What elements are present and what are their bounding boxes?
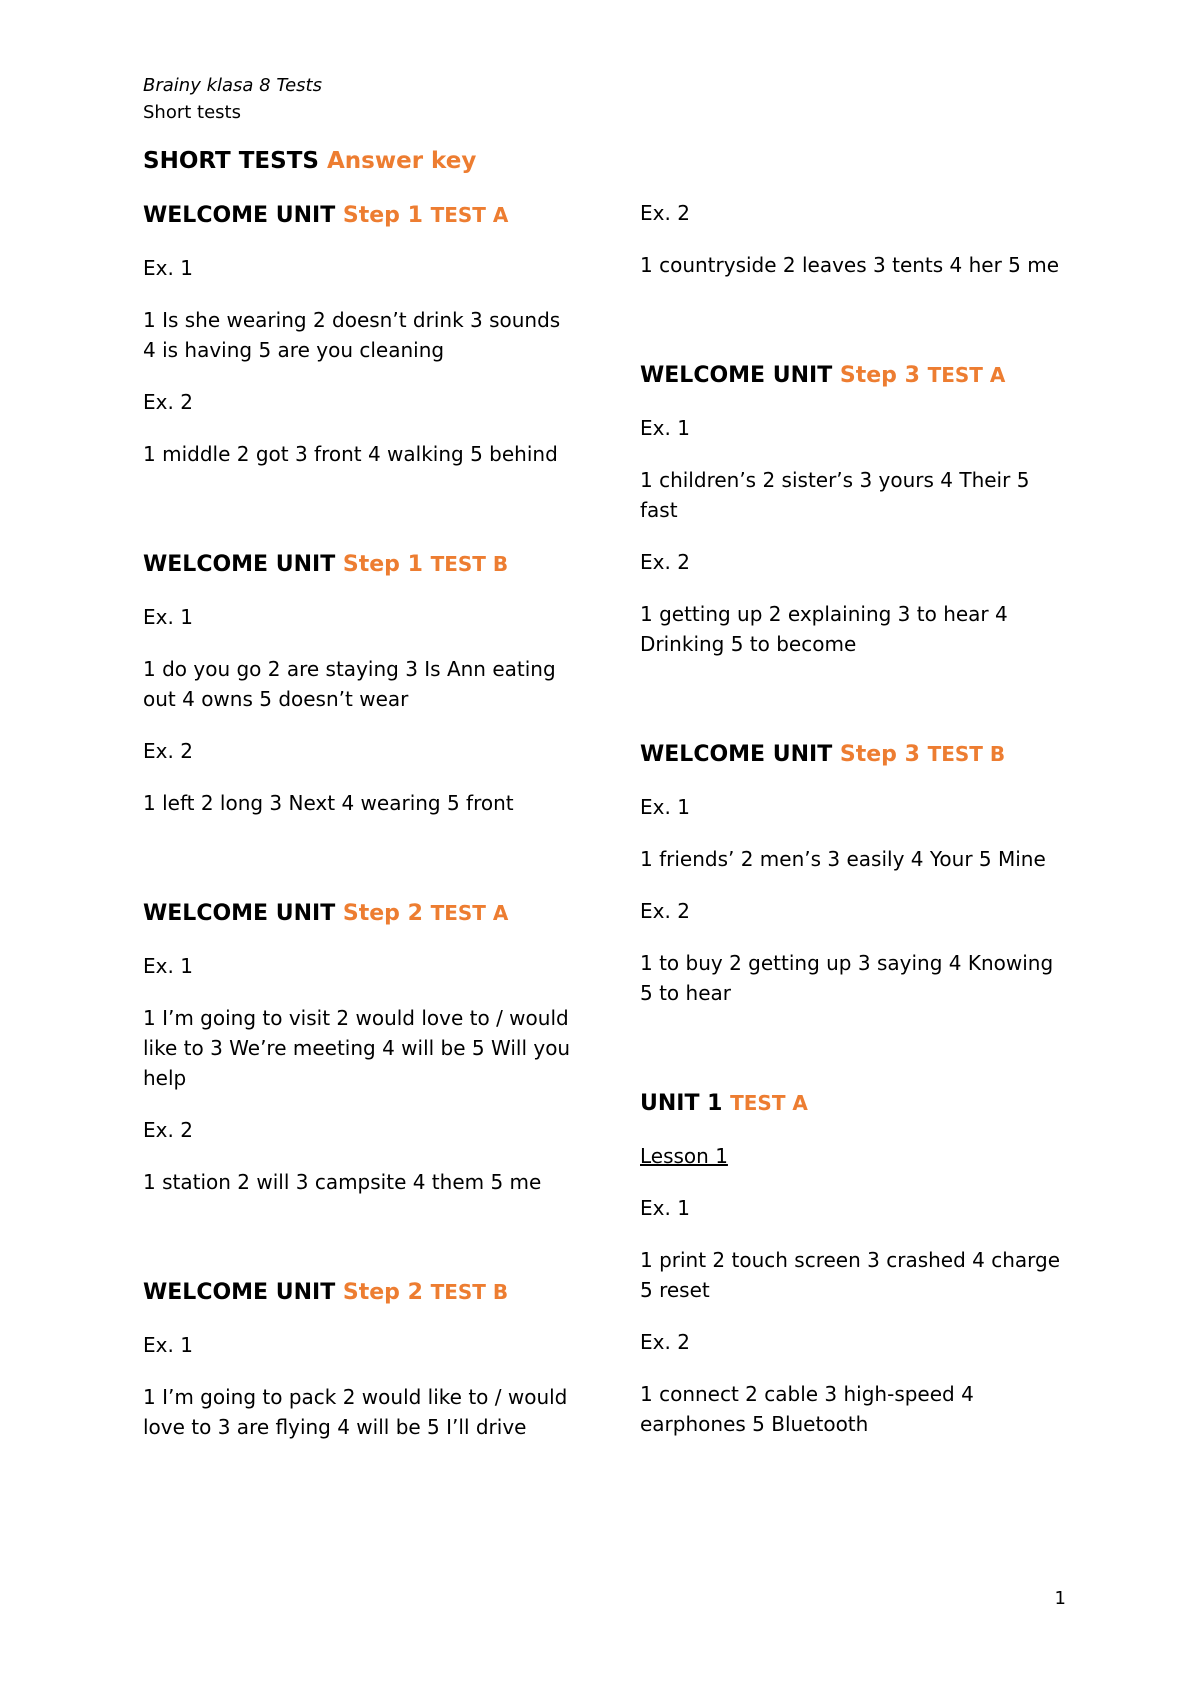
exercise-label: Ex. 1 — [143, 605, 193, 629]
exercise-label: Ex. 2 — [143, 1118, 193, 1142]
exercise-label: Ex. 1 — [640, 1196, 690, 1220]
exercise-label: Ex. 2 — [143, 390, 193, 414]
section-welcome-step1-test-b — [143, 549, 573, 818]
page-header — [143, 72, 322, 126]
section-welcome-step1-test-a — [143, 200, 573, 469]
exercise-label: Ex. 1 — [143, 256, 193, 280]
answer-text: 1 print 2 touch screen 3 crashed 4 charge 5 reset — [640, 1248, 1061, 1302]
answer-text: 1 friends’ 2 men’s 3 easily 4 Your 5 Mine — [640, 847, 1046, 871]
answer-text: 1 connect 2 cable 3 high-speed 4 earphones 5 Bluetooth — [640, 1382, 974, 1436]
section-welcome-step2-test-a — [143, 898, 573, 1197]
lesson-label: Lesson 1 — [640, 1144, 728, 1168]
answer-text: 1 children’s 2 sister’s 3 yours 4 Their 5 fast — [640, 468, 1030, 522]
answer-text: 1 getting up 2 explaining 3 to hear 4 Drinking 5 to become — [640, 602, 1008, 656]
section-heading: WELCOME UNIT Step 3 TEST A — [640, 363, 1006, 388]
section-heading: WELCOME UNIT Step 2 TEST B — [143, 1280, 509, 1305]
exercise-label: Ex. 1 — [640, 795, 690, 819]
answer-text: 1 I’m going to pack 2 would like to / would love to 3 are flying 4 will be 5 I’ll drive — [143, 1385, 568, 1439]
page-number: 1 — [1054, 1588, 1066, 1609]
exercise-label: Ex. 1 — [143, 954, 193, 978]
page-title: SHORT TESTS Answer key — [143, 148, 477, 174]
section-welcome-step2-test-b — [143, 1277, 573, 1442]
right-column — [640, 198, 1070, 1461]
answer-text: 1 left 2 long 3 Next 4 wearing 5 front — [143, 791, 514, 815]
section-heading: WELCOME UNIT Step 1 TEST A — [143, 203, 509, 228]
exercise-label: Ex. 1 — [640, 416, 690, 440]
exercise-label: Ex. 2 — [640, 550, 690, 574]
answer-text: 1 to buy 2 getting up 3 saying 4 Knowing 5 to hear — [640, 951, 1054, 1005]
answer-text: 1 I’m going to visit 2 would love to / would like to 3 We’re meeting 4 will be 5 Will you help — [143, 1006, 571, 1090]
section-welcome-step3-test-a — [640, 360, 1070, 659]
header-subtitle: Short tests — [143, 102, 241, 123]
section-heading: WELCOME UNIT Step 2 TEST A — [143, 901, 509, 926]
answer-text: 1 middle 2 got 3 front 4 walking 5 behind — [143, 442, 558, 466]
section-heading: WELCOME UNIT Step 1 TEST B — [143, 552, 509, 577]
answer-text: 1 do you go 2 are staying 3 Is Ann eating out 4 owns 5 doesn’t wear — [143, 657, 556, 711]
answer-text: 1 Is she wearing 2 doesn’t drink 3 sounds 4 is having 5 are you cleaning — [143, 308, 561, 362]
section-welcome-step2-test-b-continued — [640, 198, 1070, 280]
header-book-title: Brainy klasa 8 Tests — [143, 75, 322, 96]
answer-text: 1 station 2 will 3 campsite 4 them 5 me — [143, 1170, 542, 1194]
exercise-label: Ex. 2 — [640, 899, 690, 923]
section-welcome-step3-test-b — [640, 739, 1070, 1008]
section-heading: UNIT 1 TEST A — [640, 1091, 808, 1116]
answer-text: 1 countryside 2 leaves 3 tents 4 her 5 me — [640, 253, 1060, 277]
exercise-label: Ex. 2 — [640, 1330, 690, 1354]
section-unit1-test-a — [640, 1088, 1070, 1439]
section-heading: WELCOME UNIT Step 3 TEST B — [640, 742, 1006, 767]
exercise-label: Ex. 2 — [143, 739, 193, 763]
exercise-label: Ex. 1 — [143, 1333, 193, 1357]
left-column — [143, 146, 573, 1464]
exercise-label: Ex. 2 — [640, 201, 690, 225]
